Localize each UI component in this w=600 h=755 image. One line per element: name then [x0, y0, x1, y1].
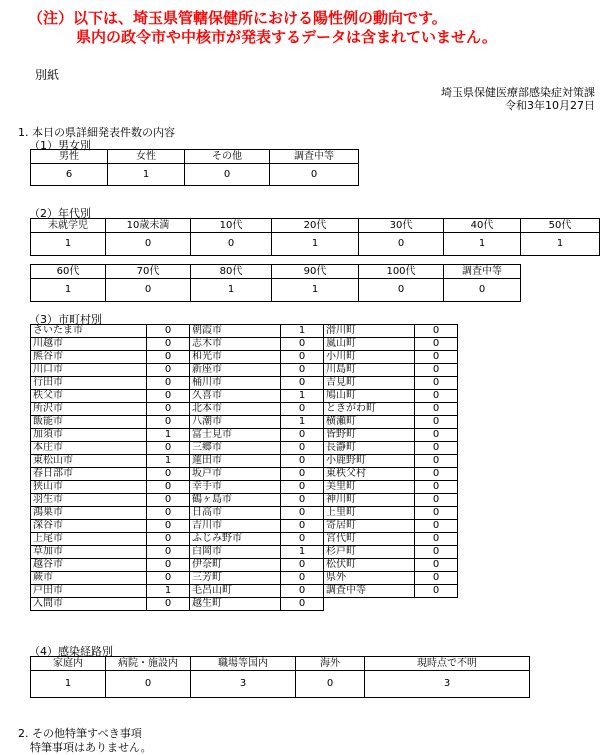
municipality-count: 0 [147, 416, 190, 429]
municipality-name: 幸手市 [190, 481, 281, 494]
municipality-name: 蕨市 [31, 572, 147, 585]
age-value-row-1 [31, 233, 600, 256]
municipality-count: 0 [415, 338, 458, 351]
route-header-row [31, 657, 530, 671]
age-value: 0 [106, 233, 191, 256]
issuer-department: 埼玉県保健医療部感染症対策課 [441, 86, 595, 99]
age-header: 調査中等 [444, 265, 521, 279]
municipality-name: 入間市 [31, 598, 147, 611]
gender-value-female: 1 [108, 164, 185, 186]
municipality-row [31, 598, 458, 611]
municipality-name: 北本市 [190, 403, 281, 416]
gender-header-female: 女性 [108, 150, 185, 164]
municipality-count: 0 [415, 494, 458, 507]
municipality-row [31, 403, 458, 416]
municipality-count: 0 [147, 494, 190, 507]
municipality-count: 0 [415, 416, 458, 429]
route-header-workplace: 職場等国内 [191, 657, 296, 671]
municipality-row [31, 585, 458, 598]
municipality-name: 熊谷市 [31, 351, 147, 364]
municipality-row [31, 481, 458, 494]
municipality-count: 0 [281, 533, 324, 546]
route-value-overseas: 0 [296, 671, 365, 698]
route-value-unknown: 3 [365, 671, 530, 698]
route-header-hospital: 病院・施設内 [106, 657, 191, 671]
municipality-name: 和光市 [190, 351, 281, 364]
municipality-count: 0 [415, 351, 458, 364]
route-header-overseas: 海外 [296, 657, 365, 671]
municipality-name: 秩父市 [31, 390, 147, 403]
municipality-row [31, 507, 458, 520]
municipality-name: 伊奈町 [190, 559, 281, 572]
municipality-count: 0 [281, 520, 324, 533]
section-1-title: 1. 本日の県詳細発表件数の内容 [18, 126, 175, 139]
municipality-name: 越生町 [190, 598, 281, 611]
municipality-name: 川島町 [324, 364, 415, 377]
municipality-count: 0 [147, 377, 190, 390]
municipality-count: 0 [415, 546, 458, 559]
municipality-name: 蓮田市 [190, 455, 281, 468]
municipality-count: 0 [415, 403, 458, 416]
municipality-row [31, 468, 458, 481]
municipality-count: 0 [281, 351, 324, 364]
municipality-count: 0 [147, 338, 190, 351]
municipality-row [31, 533, 458, 546]
municipality-name: 小川町 [324, 351, 415, 364]
municipality-count: 0 [147, 442, 190, 455]
route-section-title: （4）感染経路別 [29, 645, 113, 658]
municipality-name: 久喜市 [190, 390, 281, 403]
municipality-count: 1 [281, 546, 324, 559]
municipality-name: 上尾市 [31, 533, 147, 546]
municipality-name: ときがわ町 [324, 403, 415, 416]
municipality-name: 日高市 [190, 507, 281, 520]
municipality-name: 八潮市 [190, 416, 281, 429]
municipality-count: 0 [147, 572, 190, 585]
municipality-name: 所沢市 [31, 403, 147, 416]
municipality-name: 東秩父村 [324, 468, 415, 481]
municipality-count [415, 598, 458, 611]
municipality-name: 毛呂山町 [190, 585, 281, 598]
municipality-name: 長瀞町 [324, 442, 415, 455]
municipality-name: 狭山市 [31, 481, 147, 494]
municipality-count: 0 [147, 481, 190, 494]
municipality-count: 0 [281, 572, 324, 585]
gender-header-investigating: 調査中等 [270, 150, 359, 164]
municipality-count: 0 [147, 520, 190, 533]
municipality-name: 吉見町 [324, 377, 415, 390]
municipality-count: 1 [147, 585, 190, 598]
municipality-count: 0 [281, 338, 324, 351]
attachment-label: 別紙 [35, 68, 60, 82]
municipality-count: 0 [415, 533, 458, 546]
municipality-name: 神川町 [324, 494, 415, 507]
municipality-count: 0 [281, 507, 324, 520]
municipality-count: 0 [281, 364, 324, 377]
gender-value-male: 6 [31, 164, 108, 186]
municipality-count: 0 [281, 598, 324, 611]
municipality-count: 0 [415, 559, 458, 572]
municipality-name: 朝霞市 [190, 325, 281, 338]
municipality-name: 越谷市 [31, 559, 147, 572]
age-header: 10歳未満 [106, 219, 191, 233]
municipality-count: 0 [147, 468, 190, 481]
age-value: 1 [444, 233, 521, 256]
gender-header-row [31, 150, 359, 164]
route-header-home: 家庭内 [31, 657, 106, 671]
municipality-name: 戸田市 [31, 585, 147, 598]
gender-value-row [31, 164, 359, 186]
municipality-count: 0 [415, 442, 458, 455]
municipality-name: 坂戸市 [190, 468, 281, 481]
municipality-name: 志木市 [190, 338, 281, 351]
municipality-count: 0 [281, 468, 324, 481]
age-header: 20代 [272, 219, 359, 233]
municipality-name: 松伏町 [324, 559, 415, 572]
section-2-text: 特筆事項はありません。 [30, 741, 152, 754]
municipality-count: 0 [147, 364, 190, 377]
municipality-name: 川越市 [31, 338, 147, 351]
municipality-name: 富士見市 [190, 429, 281, 442]
municipality-name: 桶川市 [190, 377, 281, 390]
age-header: 50代 [521, 219, 600, 233]
age-header: 未就学児 [31, 219, 106, 233]
municipality-count: 0 [415, 507, 458, 520]
municipality-name: ふじみ野市 [190, 533, 281, 546]
age-value: 1 [31, 279, 106, 302]
municipality-name: 宮代町 [324, 533, 415, 546]
municipality-count: 1 [281, 416, 324, 429]
municipality-section-title: （3）市町村別 [29, 313, 102, 326]
municipality-name: 美里町 [324, 481, 415, 494]
municipality-row [31, 325, 458, 338]
municipality-count: 0 [415, 585, 458, 598]
age-value-row-2 [31, 279, 600, 302]
municipality-name: 吉川市 [190, 520, 281, 533]
municipality-count: 0 [281, 403, 324, 416]
municipality-row [31, 351, 458, 364]
gender-value-investigating: 0 [270, 164, 359, 186]
municipality-name: 滑川町 [324, 325, 415, 338]
municipality-count: 0 [147, 403, 190, 416]
municipality-name: 東松山市 [31, 455, 147, 468]
municipality-count: 0 [281, 481, 324, 494]
municipality-count: 0 [281, 494, 324, 507]
municipality-name: 加須市 [31, 429, 147, 442]
municipality-name: 羽生市 [31, 494, 147, 507]
age-header: 30代 [359, 219, 444, 233]
municipality-name: 上里町 [324, 507, 415, 520]
municipality-name: 鳩山町 [324, 390, 415, 403]
municipality-count: 0 [415, 325, 458, 338]
municipality-count: 0 [147, 351, 190, 364]
municipality-row [31, 338, 458, 351]
municipality-name: 飯能市 [31, 416, 147, 429]
municipality-name: 小鹿野町 [324, 455, 415, 468]
age-header: 40代 [444, 219, 521, 233]
age-table [30, 218, 600, 302]
age-header: 90代 [272, 265, 359, 279]
municipality-name: 新座市 [190, 364, 281, 377]
municipality-row [31, 390, 458, 403]
municipality-row [31, 416, 458, 429]
age-header: 60代 [31, 265, 106, 279]
municipality-name: 杉戸町 [324, 546, 415, 559]
age-value: 0 [359, 279, 444, 302]
municipality-count: 0 [415, 429, 458, 442]
municipality-table [30, 324, 458, 611]
municipality-row [31, 429, 458, 442]
municipality-count: 0 [281, 377, 324, 390]
municipality-name: 嵐山町 [324, 338, 415, 351]
municipality-name: 草加市 [31, 546, 147, 559]
route-value-hospital: 0 [106, 671, 191, 698]
age-header: 80代 [191, 265, 272, 279]
municipality-row [31, 559, 458, 572]
municipality-count: 0 [415, 481, 458, 494]
age-value: 0 [191, 233, 272, 256]
municipality-row [31, 364, 458, 377]
municipality-name: 行田市 [31, 377, 147, 390]
municipality-name: 皆野町 [324, 429, 415, 442]
gender-header-other: その他 [185, 150, 270, 164]
route-value-home: 1 [31, 671, 106, 698]
age-header-row-1 [31, 219, 600, 233]
route-header-unknown: 現時点で不明 [365, 657, 530, 671]
age-header: 100代 [359, 265, 444, 279]
municipality-count: 0 [415, 468, 458, 481]
municipality-row [31, 455, 458, 468]
gender-value-other: 0 [185, 164, 270, 186]
municipality-count: 0 [281, 559, 324, 572]
municipality-name: 深谷市 [31, 520, 147, 533]
municipality-count: 0 [415, 455, 458, 468]
age-value: 1 [31, 233, 106, 256]
gender-section-title: （1）男女別 [29, 139, 91, 152]
municipality-count: 0 [415, 390, 458, 403]
route-table [30, 656, 530, 698]
municipality-name: 寄居町 [324, 520, 415, 533]
municipality-name: 三芳町 [190, 572, 281, 585]
notice-line-2: 県内の政令市や中核市が発表するデータは含まれていません。 [76, 28, 497, 46]
municipality-count: 0 [281, 429, 324, 442]
age-section-title: （2）年代別 [29, 207, 91, 220]
municipality-count: 0 [147, 507, 190, 520]
municipality-name: 三郷市 [190, 442, 281, 455]
municipality-count: 0 [281, 585, 324, 598]
municipality-count: 1 [147, 429, 190, 442]
municipality-count: 0 [415, 572, 458, 585]
municipality-name: 県外 [324, 572, 415, 585]
municipality-count: 1 [147, 455, 190, 468]
municipality-name: 鶴ヶ島市 [190, 494, 281, 507]
municipality-count: 0 [147, 546, 190, 559]
age-value: 0 [106, 279, 191, 302]
municipality-row [31, 572, 458, 585]
age-value: 0 [359, 233, 444, 256]
municipality-count: 0 [281, 442, 324, 455]
municipality-name [324, 598, 415, 611]
municipality-row [31, 546, 458, 559]
age-header: 70代 [106, 265, 191, 279]
municipality-count: 0 [147, 559, 190, 572]
municipality-count: 0 [281, 455, 324, 468]
section-2-title: 2. その他特筆すべき事項 [18, 727, 142, 740]
age-header-row-2 [31, 265, 600, 279]
municipality-name: 鴻巣市 [31, 507, 147, 520]
municipality-name: 川口市 [31, 364, 147, 377]
municipality-count: 0 [415, 377, 458, 390]
issue-date: 令和3年10月27日 [505, 99, 595, 112]
age-value: 1 [272, 279, 359, 302]
municipality-row [31, 442, 458, 455]
age-value: 1 [521, 233, 600, 256]
municipality-row [31, 520, 458, 533]
municipality-name: さいたま市 [31, 325, 147, 338]
age-header: 10代 [191, 219, 272, 233]
municipality-name: 春日部市 [31, 468, 147, 481]
municipality-count: 0 [147, 325, 190, 338]
municipality-row [31, 377, 458, 390]
municipality-name: 調査中等 [324, 585, 415, 598]
gender-table [30, 149, 359, 186]
route-value-row [31, 671, 530, 698]
gender-header-male: 男性 [31, 150, 108, 164]
municipality-count: 0 [147, 390, 190, 403]
municipality-count: 0 [415, 520, 458, 533]
age-value: 0 [444, 279, 521, 302]
municipality-count: 0 [147, 533, 190, 546]
municipality-name: 横瀬町 [324, 416, 415, 429]
notice-line-1: （注）以下は、埼玉県管轄保健所における陽性例の動向です。 [28, 9, 447, 27]
route-value-workplace: 3 [191, 671, 296, 698]
municipality-row [31, 494, 458, 507]
age-value: 1 [191, 279, 272, 302]
municipality-count: 0 [415, 364, 458, 377]
municipality-count: 1 [281, 325, 324, 338]
age-value: 1 [272, 233, 359, 256]
municipality-name: 本庄市 [31, 442, 147, 455]
municipality-name: 白岡市 [190, 546, 281, 559]
municipality-count: 0 [147, 598, 190, 611]
municipality-count: 1 [281, 390, 324, 403]
